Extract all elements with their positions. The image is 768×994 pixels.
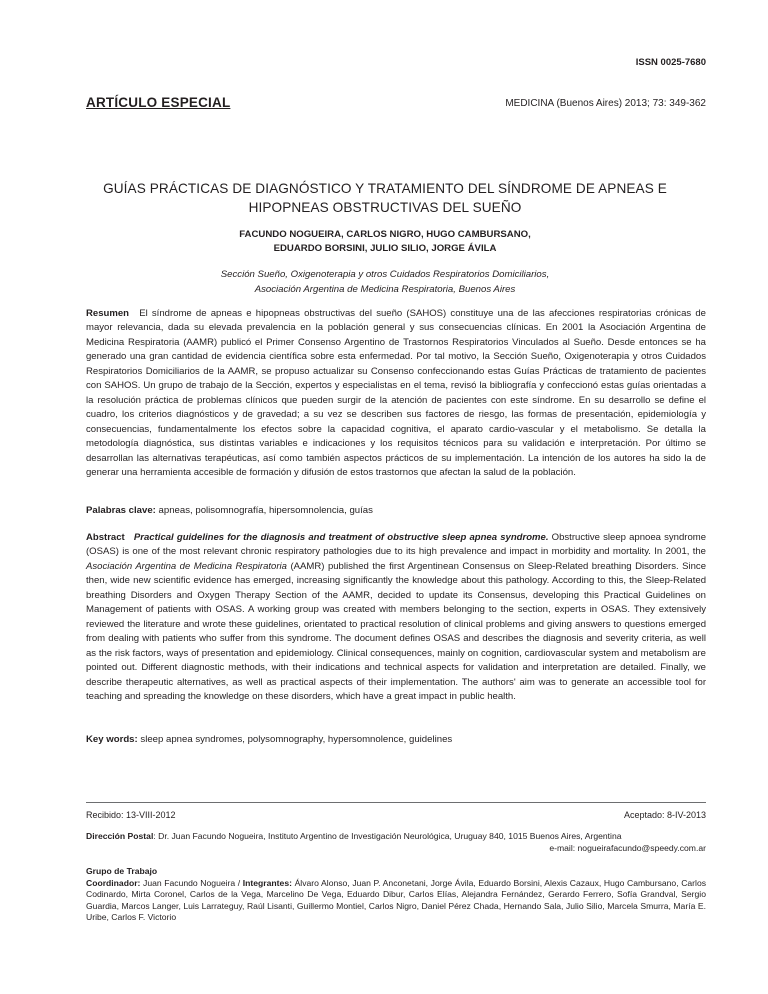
members-list: Álvaro Alonso, Juan P. Anconetani, Jorge Ávila, Eduardo Borsini, Alexis Cazaux, Hugo Cambursano, Carlos Codinardo, Mirta Coronel, Carlos de la Vega, Marcelino De Vega, Eduardo Dibur, Carlos Elías, Alejandra Fernández, Gerardo Ferrero, Sofía Grandval, Sergio Guardia, Marcos Langer, Luis Larrateguy, Raúl Lisanti, Guillermo Montiel, Carlos Nigro, Daniel Pérez Chada, Hernando Sala, Julio Silio, Marcela Smurra, María E. Uribe, Carlos F. Victorio (86, 877, 707, 923)
abstract-label: Abstract (86, 532, 125, 543)
issn: ISSN 0025-7680 (635, 57, 706, 68)
resumen-text: El síndrome de apneas e hipopneas obstructivas del sueño (SAHOS) constituye una de las afecciones respiratorias crónicas de mayor relevancia, dada su elevada prevalencia en la población general y sus consecuencias clínicas. En 2001 la Asociación Argentina de Medicina Respiratoria (AAMR) publicó el Primer Consenso Argentino de Trastornos Respiratorios Vinculados al Sueño. Desde entonces se ha generado una gran cantidad de evidencia científica sobre esta enfermedad. Por tal motivo, la Sección Sueño, Oxigenoterapia y otros Cuidados Respiratorios Domiciliarios de la AAMR, se propuso actualizar su Consenso confeccionando estas Guías Prácticas de tratamiento de pacientes con SAHOS. Un grupo de trabajo de la Sección, expertos y especialistas en el tema, revisó la bibliografía y confeccionó estas guías orientadas a la resolución práctica de problemas clínicos que pueden surgir de la atención de pacientes con este síndrome. En su desarrollo se define el cuadro, los criterios diagnósticos y de gravedad; a su vez se describen sus factores de riesgo, las formas de presentación, epidemiología y consecuencias, fundamentalmente los efectos sobre la capacidad cognitiva, el aparato cardio-vascular y el metabolismo. Se detalla la metodología diagnóstica, sus distintas variables e indicaciones y los requisitos técnicos para su validación e interpretación. Por último se desarrollan las alternativas terapéuticas, así como también aspectos prácticos de su implementación. La intención de los autores ha sido la de generar una herramienta accesible de formación y difusión de estos trastornos que afectan la salud de la población. (86, 308, 706, 478)
working-group (86, 866, 706, 924)
abstract-society: Asociación Argentina de Medicina Respiratoria (86, 560, 287, 572)
received-date: Recibido: 13-VIII-2012 (86, 810, 176, 820)
authors-line-1: FACUNDO NOGUEIRA, CARLOS NIGRO, HUGO CAMBURSANO, (239, 229, 531, 240)
abstract-text-1: Obstructive sleep apnoea syndrome (OSAS) is one of the most relevant chronic respiratory pathologies due to its high prevalence and impact in morbidity and mortality. In 2001, the (86, 532, 707, 558)
journal-citation: MEDICINA (Buenos Aires) 2013; 73: 349-362 (505, 98, 706, 109)
footer-divider (86, 802, 706, 803)
address-text: : Dr. Juan Facundo Nogueira, Instituto Argentino de Investigación Neurológica, Uruguay 840, 1015 Buenos Aires, Argentina (153, 831, 622, 841)
abstract-paragraph (86, 531, 706, 704)
palabras-clave-label: Palabras clave: (86, 505, 156, 516)
key-words-text: sleep apnea syndromes, polysomnography, hypersomnolence, guidelines (140, 734, 453, 745)
address-label: Dirección Postal (86, 831, 154, 841)
abstract-text-2: (AAMR) published the first Argentinean Consensus on Sleep-Related breathing Disorders. Since then, wide new scientific evidence has emerged, increasing significantly the knowledge about this pathology. According to this, the Sleep-Related breathing Disorders and Oxygen Therapy Section of the AAMR, decided to update its Consensus, developing this Practical Guidelines on Management of patients with OSAS. A working group was created with members belonging to the section, experts in OSAS. They extensively reviewed the literature and wrote these guidelines, orientated to practical resolution of clinical problems and giving answers to questions emerged from dealing with patients who suffer from this syndrome. The document defines OSAS and describes the diagnosis and severity criteria, as well as the risk factors, ways of presentation and epidemiology. Clinical consequences, mainly on cognition, cardiovascular system and metabolism are pointed out. Different diagnostic methods, with their indications and technical aspects for validation and interpretation are detailed. Finally, we describe therapeutic alternatives, as well as practical aspects of their implementation. The authors' aim was to generate an accessible tool for teaching and spreading the knowledge on these disorders, which have a great impact in public health. (86, 560, 707, 702)
postal-address (86, 830, 706, 854)
affiliation-line-1: Sección Sueño, Oxigenoterapia y otros Cuidados Respiratorios Domiciliarios, (220, 269, 550, 280)
palabras-clave (86, 505, 373, 516)
key-words (86, 734, 452, 745)
members-label: Integrantes: (242, 877, 292, 888)
affiliation-line-2: Asociación Argentina de Medicina Respiratoria, Buenos Aires (254, 284, 516, 295)
resumen-paragraph (86, 307, 706, 480)
email: e-mail: nogueirafacundo@speedy.com.ar (549, 843, 706, 853)
key-words-label: Key words: (86, 734, 138, 745)
article-title: GUÍAS PRÁCTICAS DE DIAGNÓSTICO Y TRATAMIENTO DEL SÍNDROME DE APNEAS E HIPOPNEAS OBSTRUCTIVAS DEL SUEÑO (103, 181, 667, 215)
coordinator-label: Coordinador: (86, 877, 141, 888)
group-heading: Grupo de Trabajo (86, 866, 158, 876)
accepted-date: Aceptado: 8-IV-2013 (623, 810, 706, 820)
section-label: ARTÍCULO ESPECIAL (86, 95, 231, 110)
affiliation (150, 267, 620, 297)
authors-line-2: EDUARDO BORSINI, JULIO SILIO, JORGE ÁVILA (273, 243, 497, 254)
coordinator-name: Juan Facundo Nogueira / (143, 877, 241, 888)
abstract-title: Practical guidelines for the diagnosis and treatment of obstructive sleep apnea syndrome. (133, 532, 549, 543)
resumen-label: Resumen (86, 308, 129, 319)
authors (150, 228, 620, 256)
palabras-clave-text: apneas, polisomnografía, hipersomnolencia, guías (158, 505, 373, 516)
